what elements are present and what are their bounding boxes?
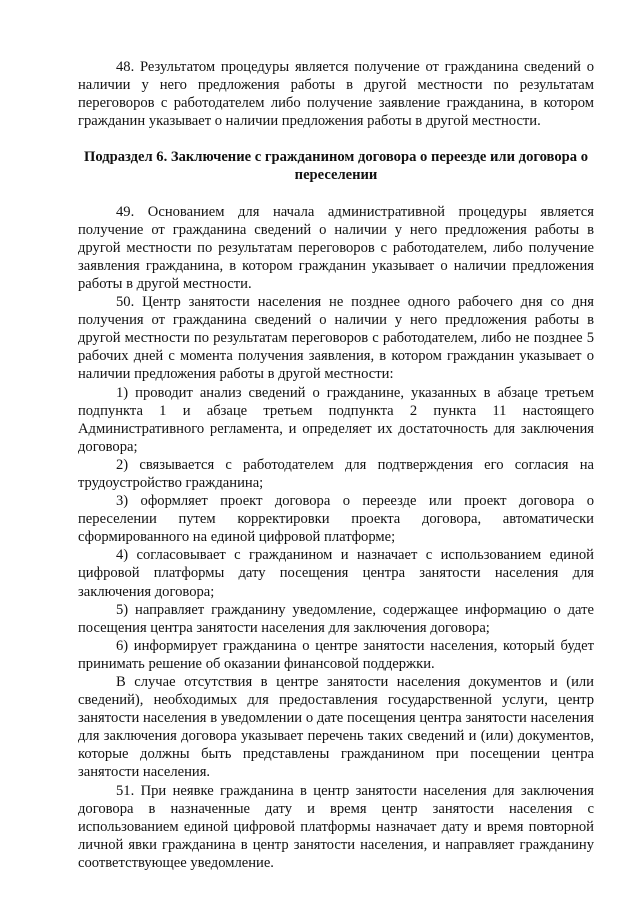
list-item-2: 2) связывается с работодателем для подтверждения его согласия на трудоустройство гражданина; bbox=[78, 456, 594, 491]
paragraph-50: 50. Центр занятости населения не позднее одного рабочего дня со дня получения от гражданина сведений о наличии у него предложения работы в другой местности по результатам переговоров с работодателем, либо не позднее 5 рабочих дней с момента получения заявления, в котором гражданин указывает о наличии предложения работы в другой местности: bbox=[78, 294, 594, 383]
paragraph-absence-of-documents: В случае отсутствия в центре занятости населения документов и (или сведений), необходимых для предоставления государственной услуги, центр занятости населения в уведомлении о дате посещения центра занятости населения для заключения договора указывает перечень таких сведений и (или) документов, которые должны быть представлены гражданином при посещении центра занятости населения. bbox=[78, 674, 594, 781]
paragraph-51: 51. При неявке гражданина в центр занятости населения для заключения договора в назначенные дату и время центр занятости населения с использованием единой цифровой платформы назначает дату и время повторной личной явки гражданина в центр занятости населения, и направляет гражданину соответствующее уведомление. bbox=[78, 782, 594, 871]
list-item-6: 6) информирует гражданина о центре занятости населения, который будет принимать решение об оказании финансовой поддержки. bbox=[78, 637, 594, 672]
paragraph-49: 49. Основанием для начала административной процедуры является получение от гражданина сведений о наличии у него предложения работы в другой местности по результатам переговоров с работодателем, либо получение заявления гражданина, в котором гражданин указывает о наличии предложения работы в другой местности. bbox=[78, 203, 594, 292]
list-item-4: 4) согласовывает с гражданином и назначает с использованием единой цифровой платформы дату посещения центра занятости населения для заключения договора; bbox=[78, 547, 594, 600]
list-item-5: 5) направляет гражданину уведомление, содержащее информацию о дате посещения центра занятости населения для заключения договора; bbox=[78, 601, 594, 636]
list-item-1: 1) проводит анализ сведений о гражданине, указанных в абзаце третьем подпункта 1 и абзаце третьем подпункта 2 пункта 11 настоящего Административного регламента, и определяет их достаточность для заключения договора; bbox=[78, 384, 594, 455]
document-page bbox=[78, 58, 594, 872]
subsection-heading: Подраздел 6. Заключение с гражданином договора о переезде или договора о переселении bbox=[83, 149, 588, 184]
paragraph-48: 48. Результатом процедуры является получение от гражданина сведений о наличии у него предложения работы в другой местности по результатам переговоров с работодателем либо получение заявление гражданина, в котором гражданин указывает о наличии предложения работы в другой местности. bbox=[78, 59, 594, 130]
list-item-3: 3) оформляет проект договора о переезде или проект договора о переселении путем корректировки проекта договора, автоматически сформированного на единой цифровой платформе; bbox=[78, 493, 594, 546]
